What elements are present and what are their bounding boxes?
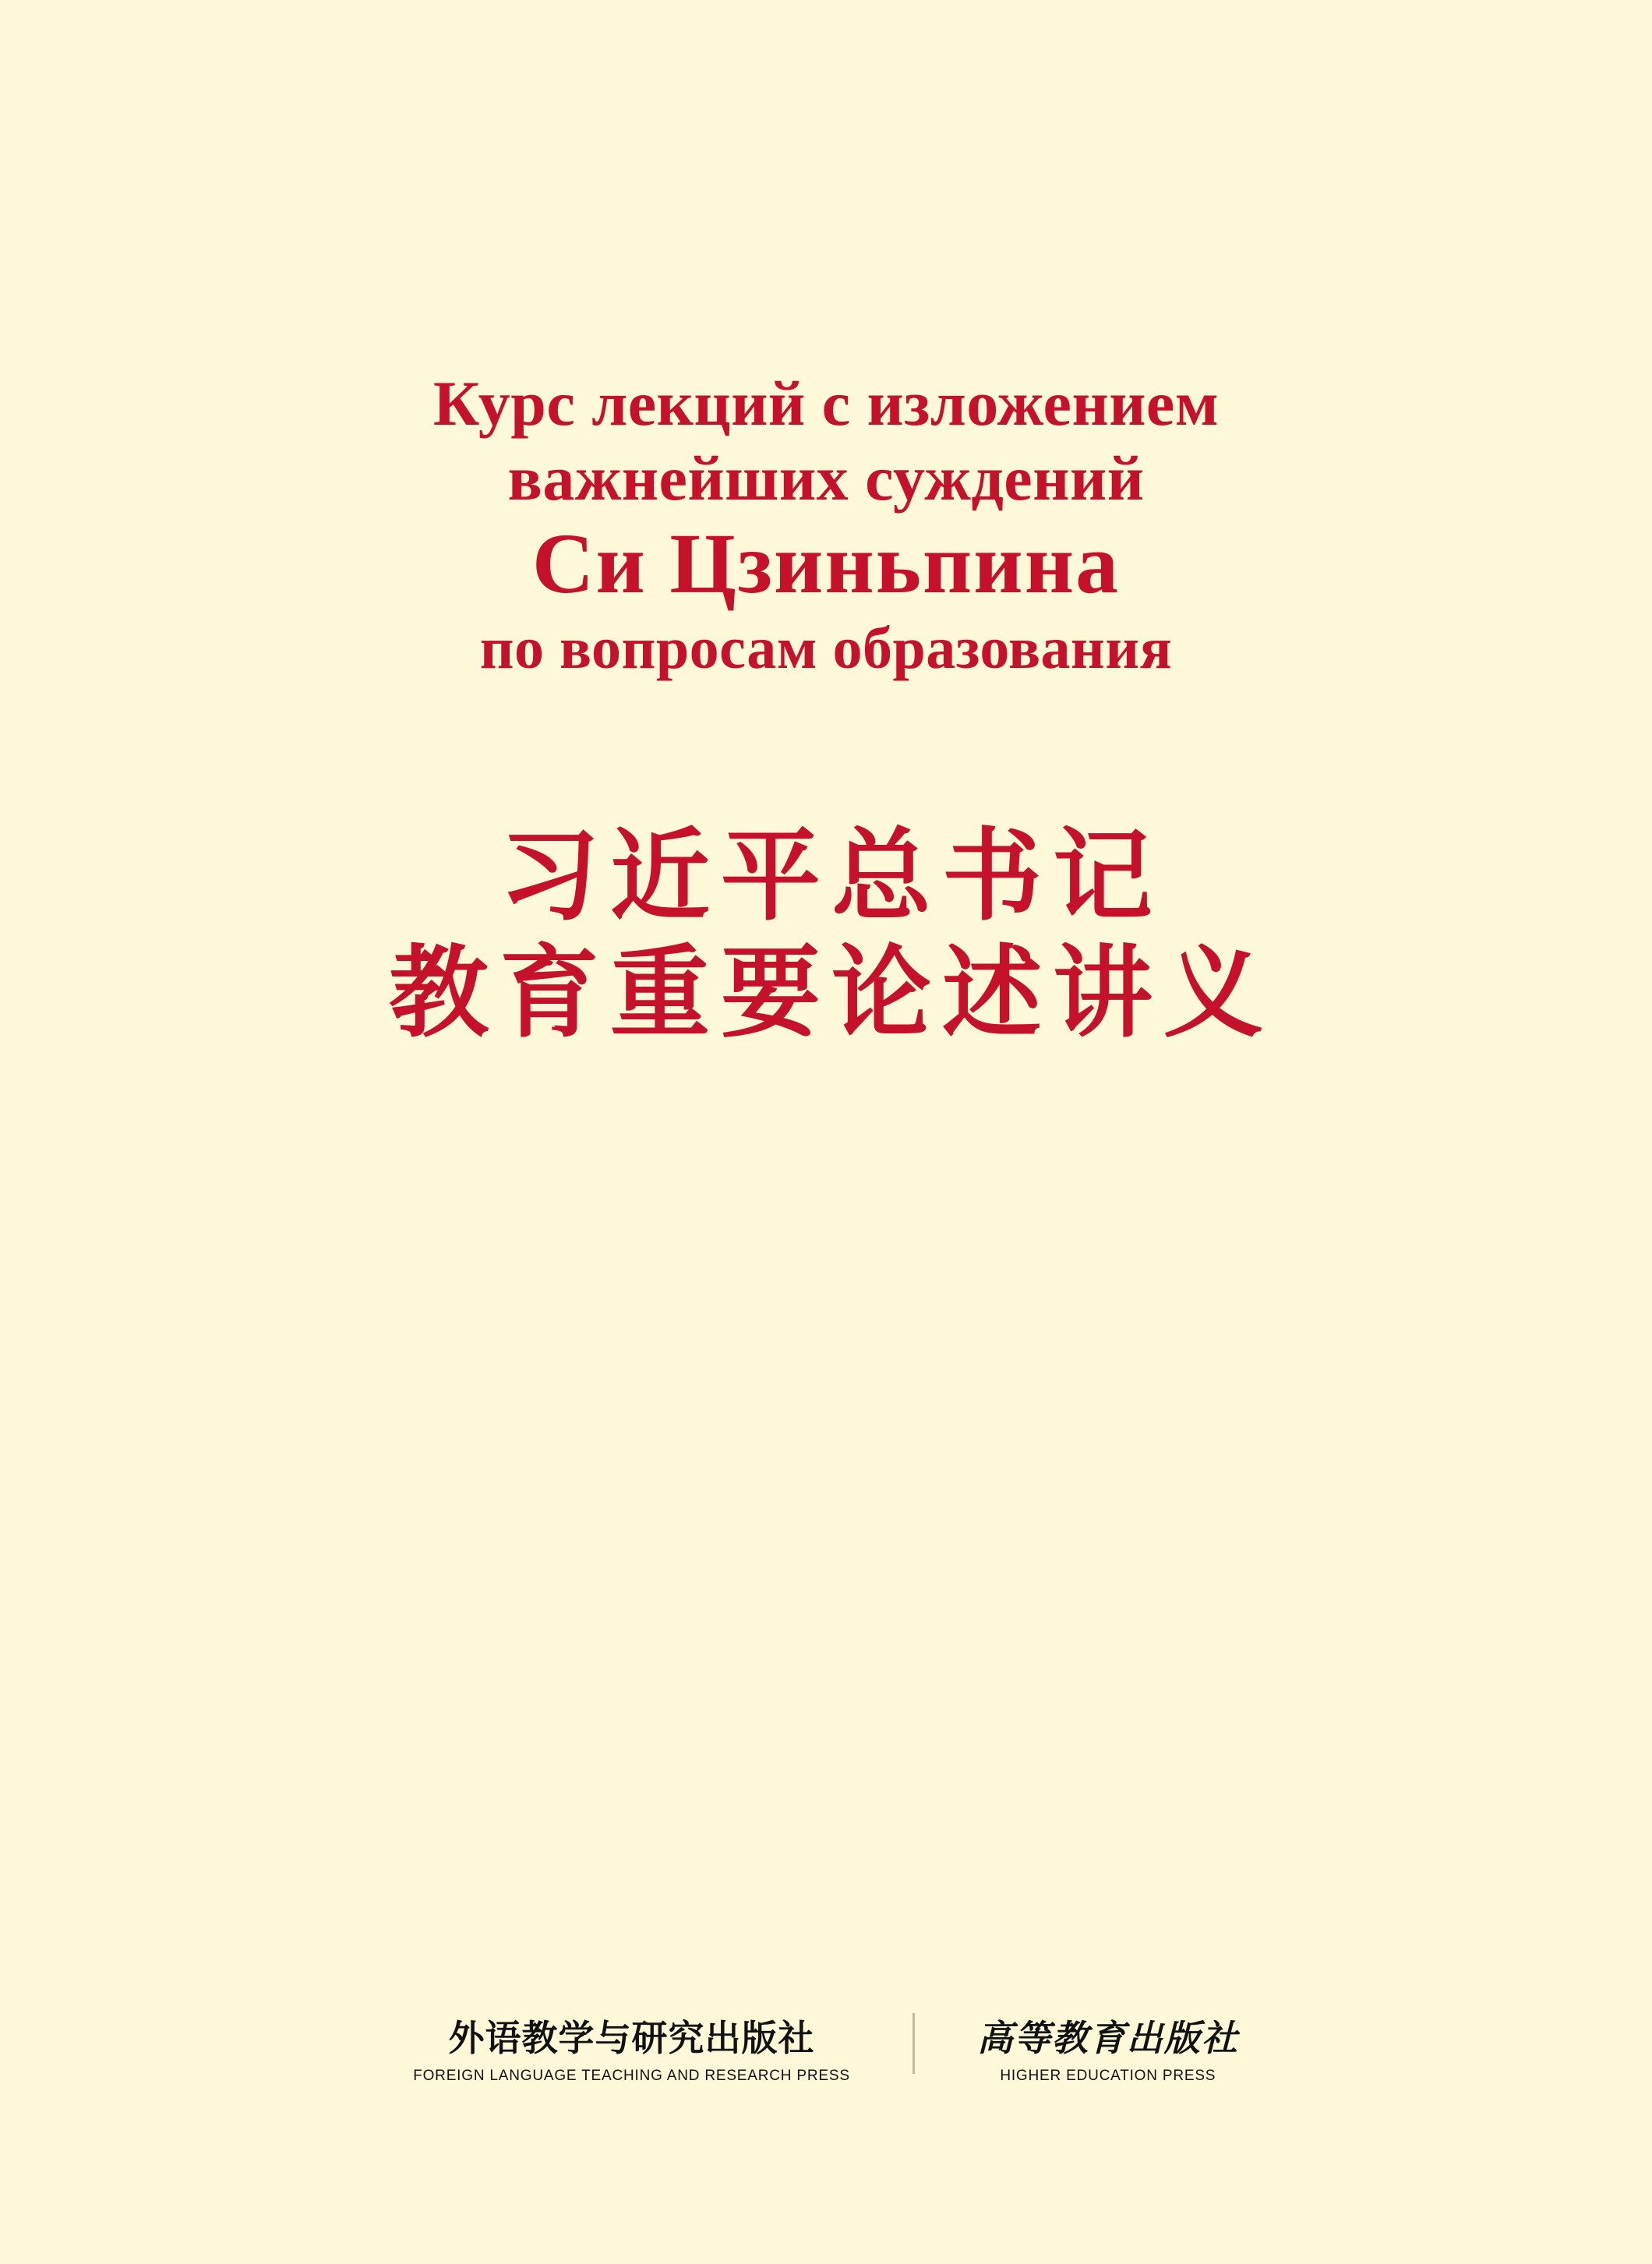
title-block: [0, 366, 1652, 686]
russian-title-line-1: Курс лекций с изложением: [432, 368, 1220, 439]
publisher-fltrp-cn-name: 外语教学与研究出版社: [448, 2017, 815, 2059]
publisher-fltrp-en-name: FOREIGN LANGUAGE TEACHING AND RESEARCH PRESS: [413, 2068, 850, 2084]
chinese-title-line-1: 习近平总书记: [499, 818, 1163, 934]
russian-title-line-2: важнейших суждений: [507, 443, 1145, 514]
publisher-hep-en-name: HIGHER EDUCATION PRESS: [1000, 2068, 1216, 2084]
chinese-title-block: [0, 818, 1652, 1052]
russian-title-line-3: Си Цзиньпина: [531, 516, 1121, 611]
publisher-hep-cn-name: 高等教育出版社: [976, 2017, 1239, 2059]
publisher-divider: [912, 2013, 915, 2074]
russian-title-line-4: по вопросам образования: [479, 616, 1173, 681]
publisher-block: [0, 2013, 1652, 2086]
publisher-hep: [977, 2016, 1239, 2086]
publisher-fltrp: [413, 2016, 850, 2086]
chinese-title-line-2: 教育重要论述讲义: [388, 935, 1274, 1051]
